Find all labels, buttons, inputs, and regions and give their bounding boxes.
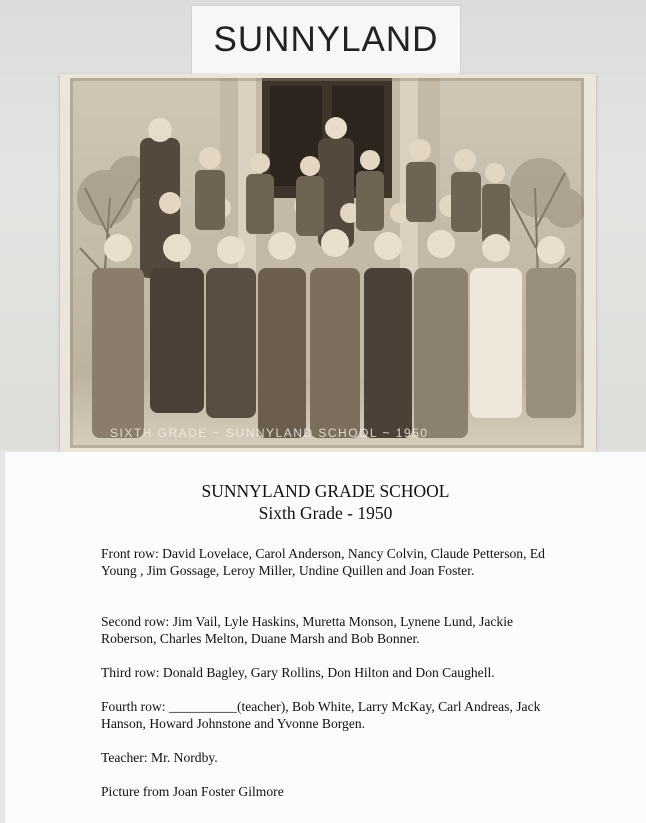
- third-row-names: Third row: Donald Bagley, Gary Rollins, Don Hilton and Don Caughell.: [101, 665, 495, 680]
- teacher-line: Teacher: Mr. Nordby.: [101, 750, 218, 765]
- class-photo-illustration: [70, 78, 584, 448]
- second-row-names: Second row: Jim Vail, Lyle Haskins, Muretta Monson, Lynene Lund, Jackie Roberson, Charles Melton, Duane Marsh and Bob Bonner.: [101, 614, 514, 646]
- photo-mount: [60, 74, 596, 452]
- label-card: [192, 6, 460, 74]
- label-card-text: SUNNYLAND: [213, 20, 439, 59]
- document-title: SUNNYLAND GRADE SCHOOL: [201, 481, 450, 501]
- document-subtitle: Sixth Grade - 1950: [258, 503, 393, 523]
- front-row-names: Front row: David Lovelace, Carol Anderson, Nancy Colvin, Claude Petterson, Ed Young , Jim Gossage, Leroy Miller, Undine Quillen and Joan Foster.: [101, 546, 545, 578]
- class-photo: [70, 78, 584, 448]
- photo-caption: SIXTH GRADE ~ SUNNYLAND SCHOOL ~ 1950: [110, 426, 429, 440]
- photo-credit: Picture from Joan Foster Gilmore: [101, 784, 284, 799]
- caption-sheet: [5, 452, 646, 823]
- fourth-row-names: Fourth row: __________(teacher), Bob White, Larry McKay, Carl Andreas, Jack Hanson, Howard Johnstone and Yvonne Borgen.: [101, 699, 541, 731]
